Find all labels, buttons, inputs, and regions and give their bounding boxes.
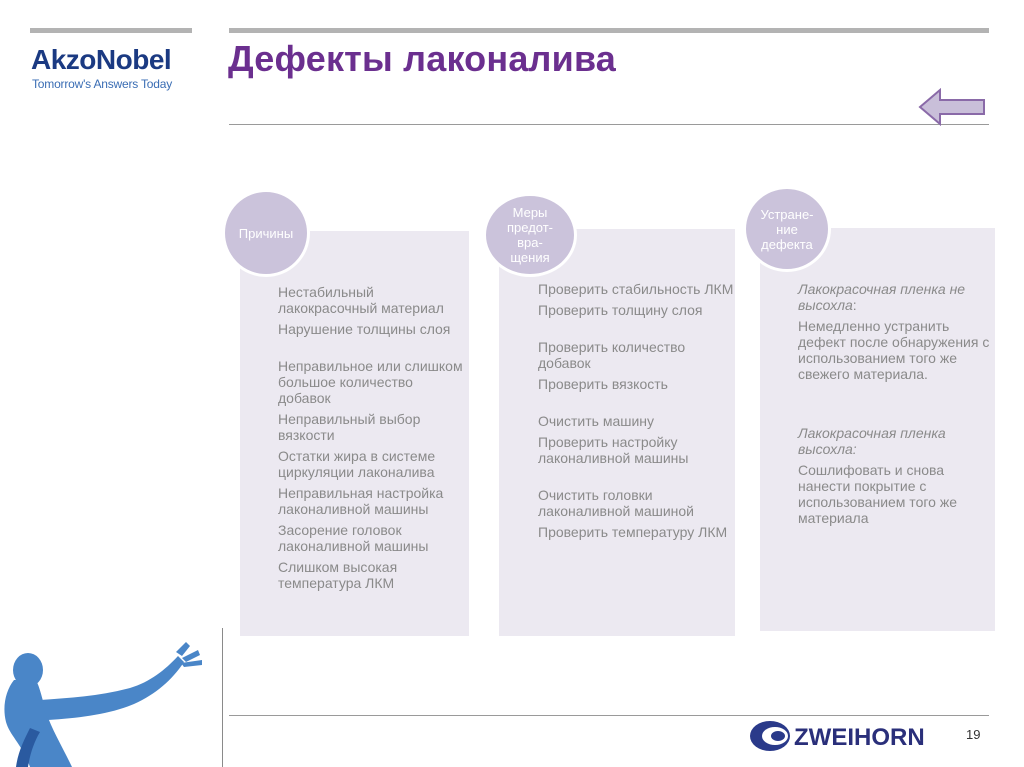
list-item: Проверить вязкость bbox=[538, 376, 668, 392]
list-item: Засорение головок лаконаливной машины bbox=[278, 522, 429, 554]
causes-header-bubble bbox=[222, 189, 310, 277]
remedy-header: Устране- ние дефекта bbox=[760, 206, 814, 252]
list-item: Проверить стабильность ЛКМ bbox=[538, 281, 734, 297]
top-rule bbox=[229, 28, 989, 33]
remedy-list bbox=[798, 281, 994, 531]
brand-tagline: Tomorrow's Answers Today bbox=[32, 77, 172, 91]
page-title: Дефекты лаконалива bbox=[228, 38, 617, 79]
zweihorn-logo bbox=[748, 718, 958, 754]
list-item: Проверить настройку лаконаливной машины bbox=[538, 434, 689, 466]
remedy-header-bubble bbox=[743, 186, 831, 272]
list-item: Проверить количество добавок bbox=[538, 339, 686, 371]
list-item: Слишком высокая температура ЛКМ bbox=[278, 559, 398, 591]
arrow-left-icon[interactable] bbox=[918, 88, 986, 126]
list-item: Проверить толщину слоя bbox=[538, 302, 703, 318]
causes-list bbox=[278, 284, 466, 596]
list-item: Лакокрасочная пленка не высохла: bbox=[798, 281, 966, 313]
list-item: Нестабильный лакокрасочный материал bbox=[278, 284, 444, 316]
page-number: 19 bbox=[966, 727, 981, 742]
list-item: Очистить головки лаконаливной машиной bbox=[538, 487, 694, 519]
prevention-header: Меры предот- вра- щения bbox=[506, 205, 554, 265]
list-item: Остатки жира в системе циркуляции лаконалива bbox=[278, 448, 436, 480]
causes-header: Причины bbox=[238, 225, 294, 241]
list-item: Лакокрасочная пленка высохла: bbox=[798, 425, 946, 457]
title-underline bbox=[229, 124, 989, 125]
prevention-header-bubble bbox=[483, 193, 577, 277]
list-item: Проверить температуру ЛКМ bbox=[538, 524, 728, 540]
prevention-list bbox=[538, 281, 734, 545]
footer-rule bbox=[229, 715, 989, 716]
list-item: Немедленно устранить дефект после обнаружения с использованием того же свежего материала. bbox=[798, 318, 990, 382]
list-item: Очистить машину bbox=[538, 413, 655, 429]
list-item: Неправильная настройка лаконаливной машины bbox=[278, 485, 444, 517]
partner-name: ZWEIHORN bbox=[794, 724, 925, 751]
brand-logo-name: AkzoNobel bbox=[31, 44, 172, 75]
list-item: Сошлифовать и снова нанести покрытие с использованием того же материала bbox=[798, 462, 957, 526]
list-item: Неправильное или слишком большое количество добавок bbox=[278, 358, 463, 406]
list-item: Неправильный выбор вязкости bbox=[278, 411, 421, 443]
list-item: Нарушение толщины слоя bbox=[278, 321, 451, 337]
akzonobel-figure-icon bbox=[0, 640, 230, 767]
top-rule-left bbox=[30, 28, 192, 33]
